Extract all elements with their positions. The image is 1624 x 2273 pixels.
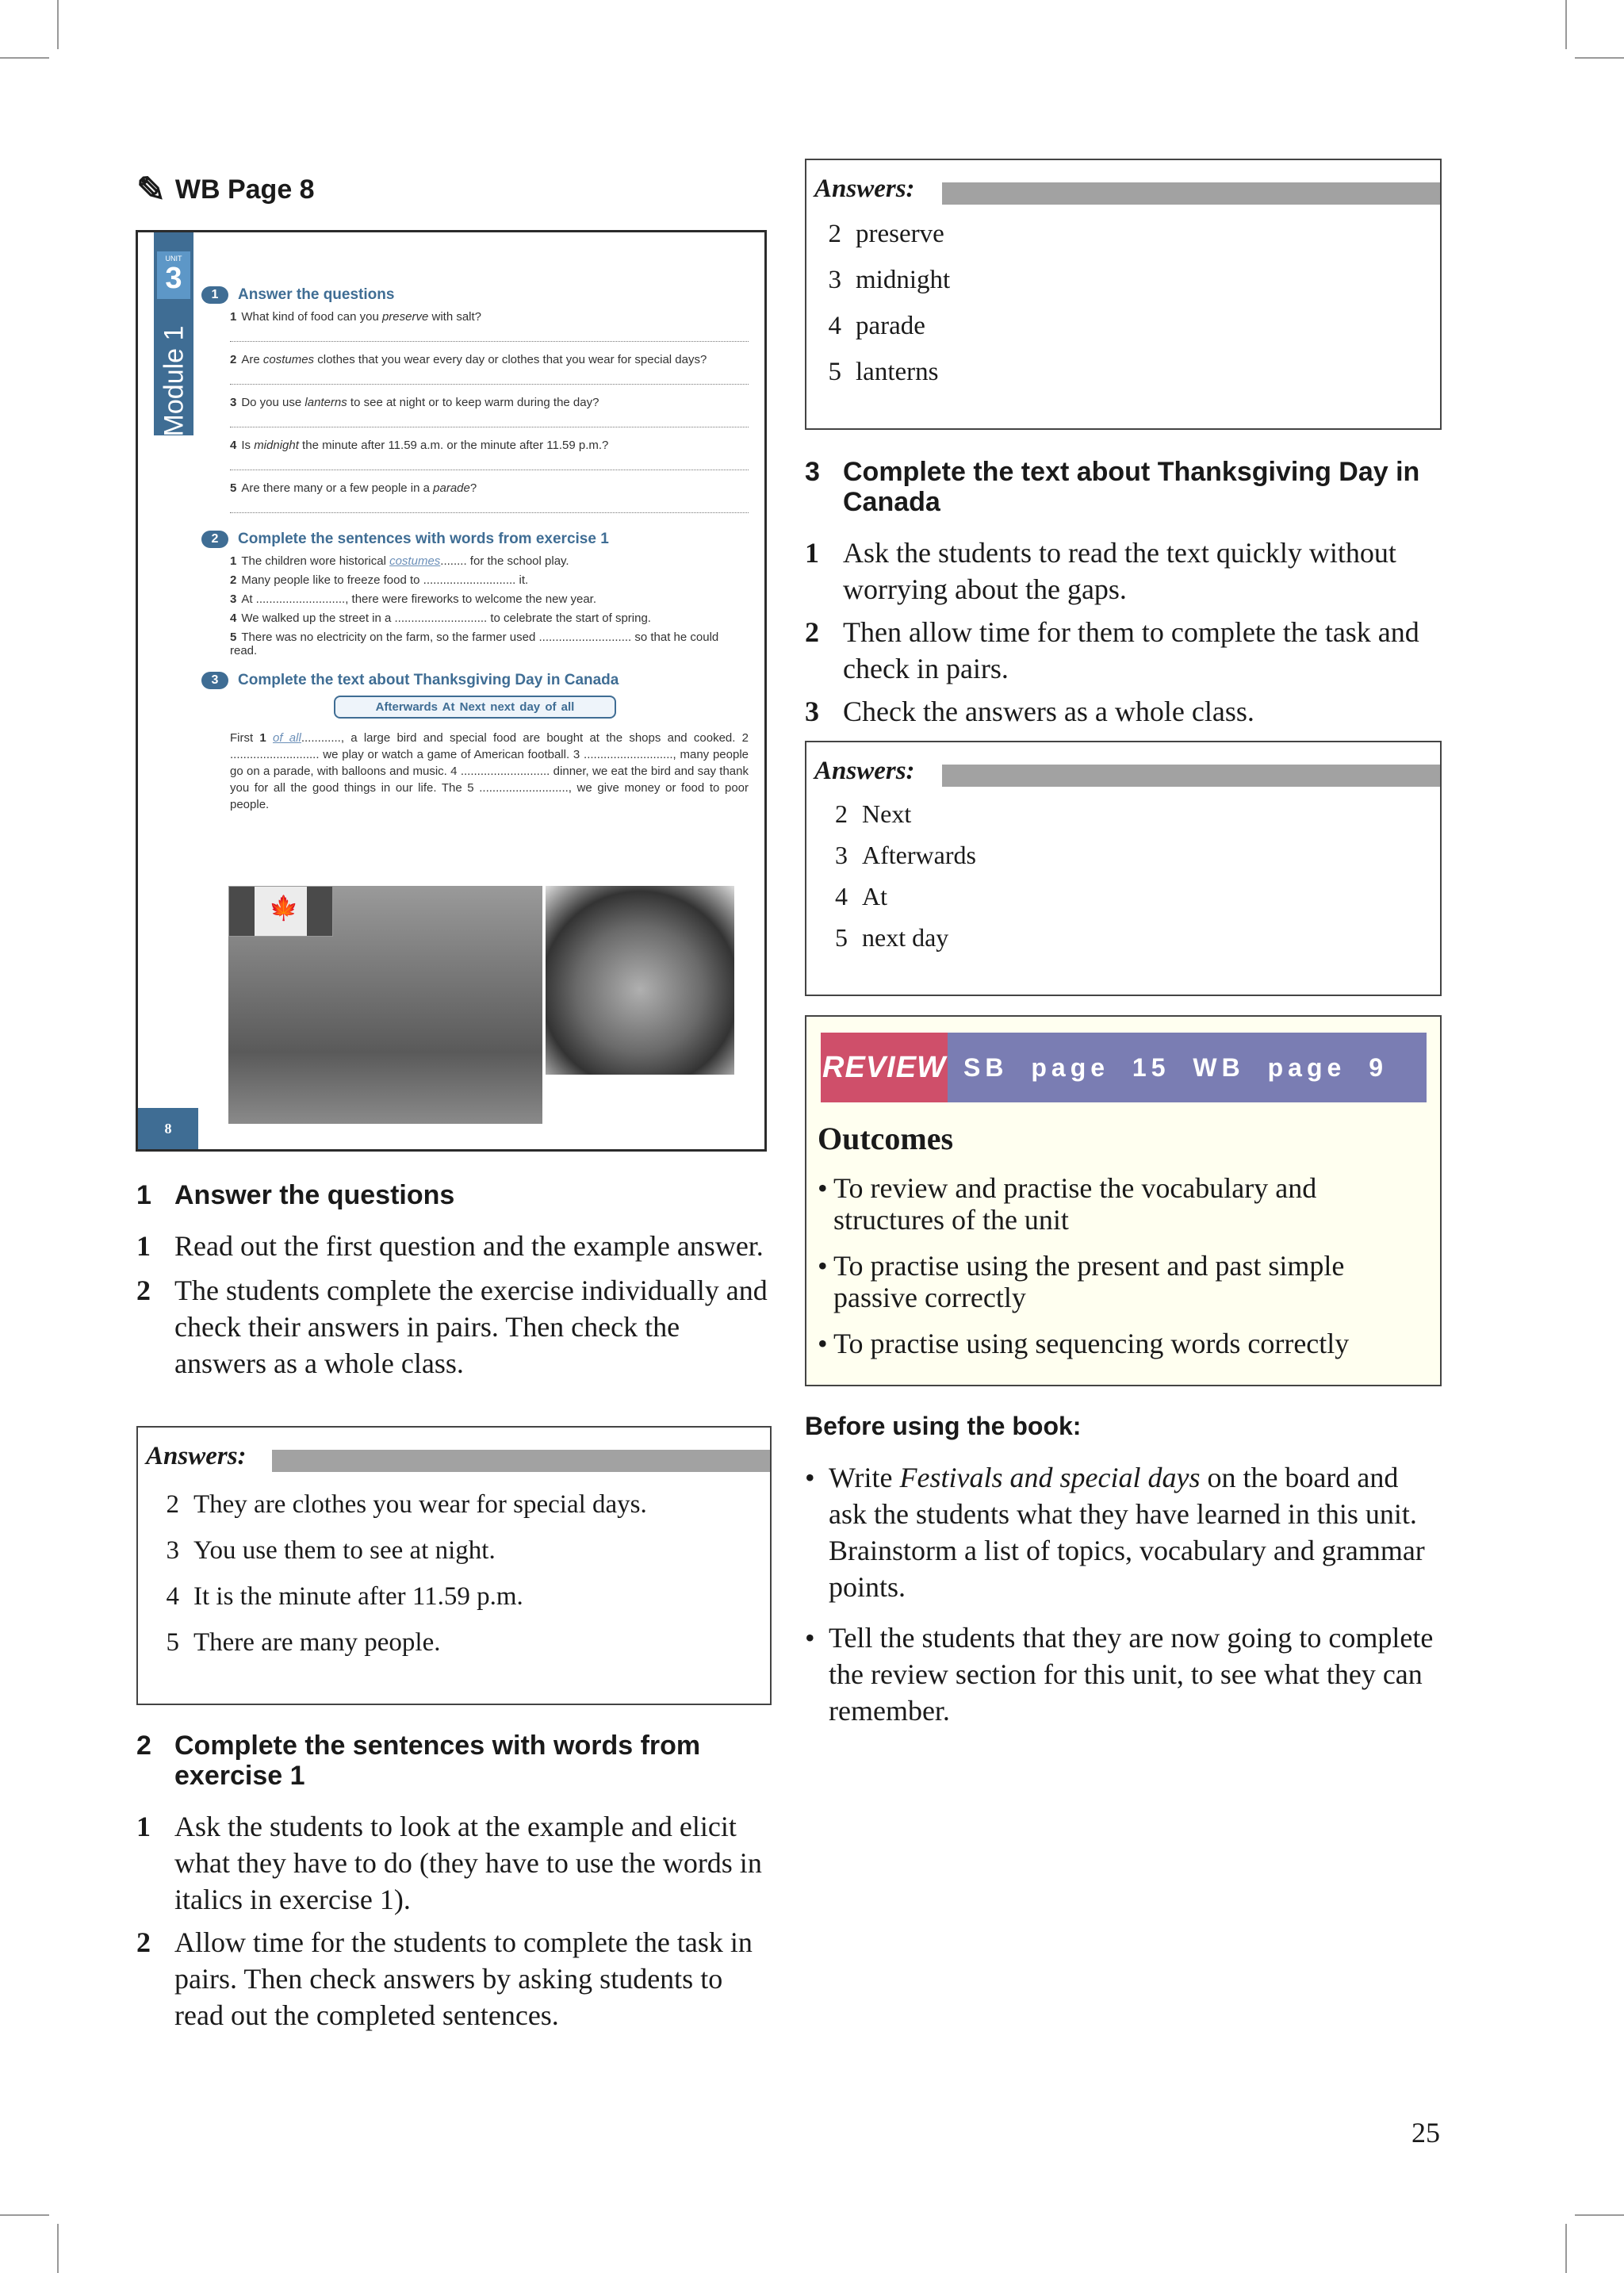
outcome-item: • To review and practise the vocabulary and structures of the unit <box>818 1172 1317 1236</box>
before-using-heading: Before using the book: <box>805 1412 1082 1440</box>
page-number: 25 <box>1411 2117 1440 2148</box>
answer-row: 4 parade <box>828 312 925 340</box>
step: 1 Ask the students to look at the example and elicit what they have to do (they have to use the words in italics in exercise 1). <box>136 1811 762 1915</box>
exercise-1-heading <box>201 286 749 304</box>
before-using-list <box>805 1459 1439 1729</box>
answers-label: Answers: <box>814 757 915 785</box>
answer-line <box>230 498 749 513</box>
exercise-title: Answer the questions <box>238 286 395 303</box>
answer-row: 3 Afterwards <box>835 841 976 869</box>
step: 1 Read out the first question and the example answer. <box>136 1230 764 1262</box>
exercise-number: 1 <box>201 286 228 304</box>
answers-bar <box>942 182 1440 205</box>
crop-mark <box>0 57 49 59</box>
crop-mark <box>1565 2224 1567 2273</box>
answer-row: 2 Next <box>835 799 912 828</box>
unit-badge <box>157 251 190 299</box>
bullet-item: • Write Festivals and special days on the board and ask the students what they have learned in this unit. Brainstorm a list of topics, vocabulary and grammar points. <box>805 1462 1425 1603</box>
outcome-item: • To practise using sequencing words correctly <box>818 1328 1350 1359</box>
review-pages: SB page 15 WB page 9 <box>963 1053 1388 1082</box>
answer-line <box>230 412 749 427</box>
workbook-content <box>201 286 749 813</box>
unit-small-label: UNIT <box>165 255 182 263</box>
section-2-heading: 2 Complete the sentences with words from exercise 1 <box>136 1731 701 1791</box>
sentence: 4 We walked up the street in a ............................ to celebrate the start of spring. <box>230 611 651 625</box>
exercise-number: 2 <box>201 531 228 548</box>
answers-box-2 <box>805 159 1442 430</box>
review-banner <box>821 1033 1427 1102</box>
exercise-3-heading <box>201 672 749 689</box>
step: 2 Then allow time for them to complete the task and check in pairs. <box>805 616 1419 684</box>
exercise-3-text: First 1 of all............, a large bird and special food are bought at the shops and cooked. 2 ........................... we play or watch a game of American football. 3 ..........................., many people go on a parade, with balloons and music. 4 ........................... dinner, we eat the bird and say thank you for all the good things in our life. The 5 ..........................., we give money or food to poor people. <box>230 731 749 811</box>
answers-label: Answers: <box>814 174 915 203</box>
sentence: 2 Many people like to freeze food to ............................ it. <box>230 573 529 587</box>
step: 1 Ask the students to read the text quickly without worrying about the gaps. <box>805 537 1396 605</box>
crop-mark <box>1565 0 1567 49</box>
answer-row: 2 They are clothes you wear for special days. <box>166 1490 647 1519</box>
answers-box-1 <box>136 1426 772 1705</box>
unit-number: 3 <box>165 262 182 295</box>
crop-mark <box>1575 2214 1624 2216</box>
workbook-page-image <box>136 230 767 1152</box>
answers-label: Answers: <box>146 1442 247 1470</box>
section-3-heading: 3 Complete the text about Thanksgiving Day in Canada <box>805 457 1420 517</box>
section-1-heading: 1 Answer the questions <box>136 1180 455 1210</box>
sentence: 1 The children wore historical costumes........ for the school play. <box>230 554 569 568</box>
exercise-2-heading <box>201 531 749 548</box>
answers-bar <box>942 765 1440 787</box>
answer-row: 5 next day <box>835 923 949 952</box>
answer-line <box>230 455 749 470</box>
review-box <box>805 1015 1442 1386</box>
answer-row: 2 preserve <box>828 220 944 248</box>
exercise-title: Complete the sentences with words from exercise 1 <box>238 531 609 547</box>
answer-line <box>230 370 749 385</box>
question: 5 Are there many or a few people in a parade? <box>230 481 477 495</box>
roast-turkey-photo <box>546 886 734 1075</box>
word-box: Afterwards At Next next day of all <box>334 696 616 719</box>
answer-row: 4 At <box>835 882 887 910</box>
answers-box-3 <box>805 741 1442 996</box>
pencil-icon: ✎ <box>136 171 166 209</box>
answer-line <box>230 327 749 342</box>
answers-bar <box>272 1450 770 1472</box>
workbook-page-number: 8 <box>138 1108 198 1149</box>
answer-row: 3 You use them to see at night. <box>166 1536 496 1565</box>
crop-mark <box>57 0 59 49</box>
canada-flag <box>228 886 333 937</box>
review-tag: REVIEW <box>821 1033 948 1102</box>
crop-mark <box>0 2214 49 2216</box>
wb-page-title <box>136 167 315 207</box>
section-2-steps <box>136 1808 779 2033</box>
sentence: 3 At ..........................., there were fireworks to welcome the new year. <box>230 592 597 606</box>
answer-row: 5 There are many people. <box>166 1628 441 1657</box>
question: 4 Is midnight the minute after 11.59 a.m. or the minute after 11.59 p.m.? <box>230 439 609 452</box>
question: 1 What kind of food can you preserve with salt? <box>230 310 482 324</box>
outcome-item: • To practise using the present and past simple passive correctly <box>818 1250 1345 1313</box>
handwritten-answer: of all <box>273 731 301 745</box>
answer-row: 3 midnight <box>828 266 951 294</box>
parade-photo <box>228 886 542 1124</box>
module-label: Module 1 <box>159 325 190 437</box>
crop-mark <box>1575 57 1624 59</box>
exercise-number: 3 <box>201 672 228 689</box>
step: 2 Allow time for the students to complete the task in pairs. Then check answers by asking students to read out the completed sentences. <box>136 1926 753 2031</box>
module-sidebar <box>154 232 193 435</box>
maple-leaf-icon: 🍁 <box>269 895 299 922</box>
answer-row: 4 It is the minute after 11.59 p.m. <box>166 1582 523 1611</box>
answer-row: 5 lanterns <box>828 358 939 386</box>
exercise-title: Complete the text about Thanksgiving Day in Canada <box>238 672 619 688</box>
step: 3 Check the answers as a whole class. <box>805 696 1254 727</box>
question: 2 Are costumes clothes that you wear every day or clothes that you wear for special days? <box>230 353 707 366</box>
outcomes-title: Outcomes <box>818 1121 954 1156</box>
question: 3 Do you use lanterns to see at night or to keep warm during the day? <box>230 396 599 409</box>
handwritten-answer: costumes <box>389 554 441 568</box>
crop-mark <box>57 2224 59 2273</box>
outcomes-list <box>818 1172 1420 1374</box>
wb-title-text: WB Page 8 <box>174 174 315 205</box>
step: 2 The students complete the exercise individually and check their answers in pairs. Then check the answers as a whole class. <box>136 1274 768 1379</box>
section-3-steps <box>805 535 1447 730</box>
bullet-item: • Tell the students that they are now going to complete the review section for this unit, to see what they can remember. <box>805 1622 1434 1727</box>
section-1-steps <box>136 1228 779 1382</box>
sentence: 5 There was no electricity on the farm, so the farmer used ............................ so that he could read. <box>230 631 719 657</box>
